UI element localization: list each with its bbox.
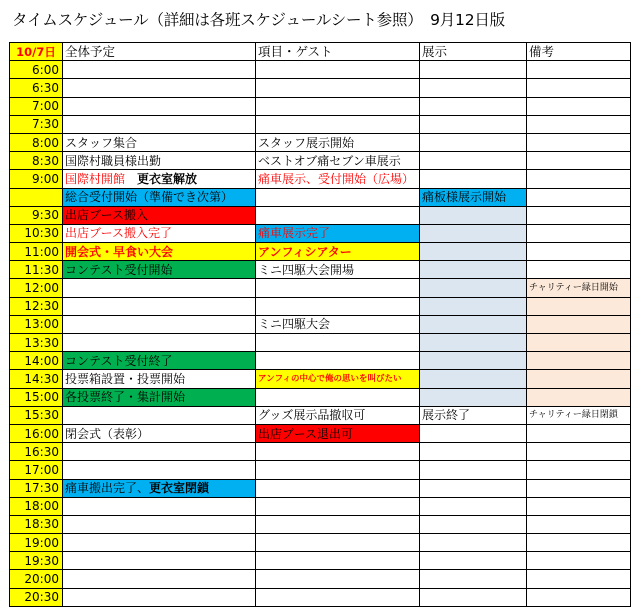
cell-text: 出店ブース搬入	[65, 208, 149, 223]
exhibit-header: 展示	[420, 43, 527, 61]
time-cell: 10:30	[10, 224, 63, 242]
notes-cell	[527, 515, 631, 533]
notes-cell	[527, 224, 631, 242]
item-cell	[256, 552, 420, 570]
time-cell: 14:00	[10, 352, 63, 370]
schedule-row	[10, 133, 631, 151]
overall-cell	[63, 370, 256, 388]
time-cell: 6:00	[10, 61, 63, 79]
cell-text: 出店ブース退出可	[258, 426, 354, 441]
schedule-row	[10, 261, 631, 279]
schedule-row	[10, 388, 631, 406]
cell-text: 開会式・早食い大会	[65, 244, 174, 259]
overall-cell	[63, 97, 256, 115]
time-cell: 16:30	[10, 443, 63, 461]
time-cell: 13:00	[10, 315, 63, 333]
exhibit-cell	[420, 406, 527, 424]
exhibit-cell	[420, 515, 527, 533]
overall-cell	[63, 424, 256, 442]
notes-cell	[527, 152, 631, 170]
item-cell	[256, 315, 420, 333]
header-row	[10, 43, 631, 61]
cell-text: 痛車展示、受付開始（広場）	[258, 171, 415, 186]
exhibit-cell	[420, 79, 527, 97]
cell-text: 投票箱設置・投票開始	[65, 371, 186, 386]
cell-text: スタッフ展示開始	[258, 135, 355, 150]
exhibit-cell	[420, 243, 527, 261]
item-cell	[256, 133, 420, 151]
item-cell	[256, 152, 420, 170]
time-cell: 14:30	[10, 370, 63, 388]
notes-cell	[527, 279, 631, 297]
time-cell: 11:00	[10, 243, 63, 261]
cell-text: 総合受付開始（準備でき次第）	[65, 190, 234, 205]
schedule-row	[10, 97, 631, 115]
exhibit-cell	[420, 188, 527, 206]
exhibit-cell	[420, 497, 527, 515]
notes-cell	[527, 461, 631, 479]
overall-cell	[63, 552, 256, 570]
notes-cell	[527, 243, 631, 261]
overall-cell	[63, 152, 256, 170]
time-cell: 12:00	[10, 279, 63, 297]
exhibit-cell	[420, 224, 527, 242]
schedule-row	[10, 315, 631, 333]
overall-cell	[63, 515, 256, 533]
notes-cell	[527, 315, 631, 333]
notes-cell	[527, 261, 631, 279]
item-cell	[256, 297, 420, 315]
overall-cell	[63, 188, 256, 206]
schedule-row	[10, 224, 631, 242]
overall-cell	[63, 79, 256, 97]
notes-cell	[527, 115, 631, 133]
time-cell: 9:30	[10, 206, 63, 224]
time-cell: 9:00	[10, 170, 63, 188]
notes-cell	[527, 406, 631, 424]
cell-text: 痛板様展示開始	[422, 190, 507, 205]
item-cell	[256, 515, 420, 533]
notes-cell	[527, 61, 631, 79]
item-cell	[256, 406, 420, 424]
item-cell	[256, 97, 420, 115]
time-cell: 8:30	[10, 152, 63, 170]
exhibit-cell	[420, 315, 527, 333]
notes-cell	[527, 588, 631, 606]
overall-cell	[63, 334, 256, 352]
notes-cell	[527, 170, 631, 188]
notes-cell	[527, 352, 631, 370]
notes-cell	[527, 479, 631, 497]
notes-cell	[527, 424, 631, 442]
overall-cell	[63, 388, 256, 406]
schedule-row	[10, 370, 631, 388]
overall-cell	[63, 479, 256, 497]
exhibit-cell	[420, 206, 527, 224]
schedule-row	[10, 588, 631, 606]
item-cell	[256, 479, 420, 497]
exhibit-cell	[420, 443, 527, 461]
item-cell	[256, 188, 420, 206]
exhibit-cell	[420, 133, 527, 151]
item-cell	[256, 570, 420, 588]
exhibit-cell	[420, 424, 527, 442]
notes-cell	[527, 79, 631, 97]
overall-cell	[63, 352, 256, 370]
items-header: 項目・ゲスト	[256, 43, 420, 61]
schedule-row	[10, 279, 631, 297]
overall-cell	[63, 534, 256, 552]
exhibit-cell	[420, 388, 527, 406]
item-cell	[256, 424, 420, 442]
exhibit-cell	[420, 261, 527, 279]
exhibit-cell	[420, 352, 527, 370]
schedule-row	[10, 243, 631, 261]
notes-cell	[527, 133, 631, 151]
item-cell	[256, 243, 420, 261]
time-cell: 20:30	[10, 588, 63, 606]
cell-text: グッズ展示品撤収可	[258, 408, 366, 423]
item-cell	[256, 388, 420, 406]
exhibit-cell	[420, 297, 527, 315]
cell-text: コンテスト受付終了	[65, 353, 173, 368]
time-cell: 16:00	[10, 424, 63, 442]
schedule-table	[9, 42, 631, 607]
cell-text: ミニ四駆大会開場	[258, 262, 355, 277]
cell-text: ミニ四駆大会	[258, 317, 331, 332]
overall-cell	[63, 243, 256, 261]
notes-cell	[527, 370, 631, 388]
schedule-row	[10, 79, 631, 97]
exhibit-cell	[420, 170, 527, 188]
cell-text: 出店ブース搬入完了	[65, 226, 173, 241]
notes-cell	[527, 570, 631, 588]
overall-cell	[63, 279, 256, 297]
schedule-row	[10, 406, 631, 424]
notes-cell	[527, 188, 631, 206]
cell-text: コンテスト受付開始	[65, 262, 173, 277]
cell-text: 各投票終了・集計開始	[65, 390, 186, 405]
notes-cell	[527, 334, 631, 352]
schedule-row	[10, 479, 631, 497]
time-cell: 12:30	[10, 297, 63, 315]
exhibit-cell	[420, 115, 527, 133]
time-cell: 18:30	[10, 515, 63, 533]
item-cell	[256, 334, 420, 352]
item-cell	[256, 534, 420, 552]
item-cell	[256, 261, 420, 279]
overall-cell	[63, 133, 256, 151]
cell-text: チャリティー緑日閉鎖	[529, 410, 618, 421]
schedule-row	[10, 188, 631, 206]
exhibit-cell	[420, 479, 527, 497]
item-cell	[256, 224, 420, 242]
schedule-row	[10, 443, 631, 461]
item-cell	[256, 497, 420, 515]
overall-cell	[63, 261, 256, 279]
item-cell	[256, 461, 420, 479]
cell-text: 国際村職員様出勤	[65, 153, 162, 168]
overall-cell	[63, 297, 256, 315]
item-cell	[256, 352, 420, 370]
time-cell: 19:00	[10, 534, 63, 552]
schedule-row	[10, 334, 631, 352]
notes-cell	[527, 552, 631, 570]
overall-cell	[63, 170, 256, 188]
item-cell	[256, 443, 420, 461]
cell-text: 展示終了	[422, 408, 471, 423]
time-cell: 15:30	[10, 406, 63, 424]
schedule-row	[10, 515, 631, 533]
schedule-row	[10, 497, 631, 515]
schedule-row	[10, 424, 631, 442]
notes-cell	[527, 206, 631, 224]
overall-cell	[63, 588, 256, 606]
time-cell: 6:30	[10, 79, 63, 97]
schedule-row	[10, 461, 631, 479]
cell-text: ベストオブ痛セブン車展示	[258, 153, 401, 168]
cell-text: アンフィの中心で俺の思いを叫びたい	[258, 373, 402, 384]
exhibit-cell	[420, 370, 527, 388]
schedule-row	[10, 534, 631, 552]
time-cell: 8:00	[10, 133, 63, 151]
exhibit-cell	[420, 97, 527, 115]
cell-text: 更衣室閉鎖	[149, 481, 210, 496]
time-cell: 7:00	[10, 97, 63, 115]
exhibit-cell	[420, 570, 527, 588]
exhibit-cell	[420, 152, 527, 170]
date-header: 10/7日	[10, 43, 63, 61]
notes-cell	[527, 534, 631, 552]
cell-text: 痛車搬出完了、	[65, 481, 150, 496]
schedule-row	[10, 152, 631, 170]
notes-cell	[527, 97, 631, 115]
cell-text	[125, 172, 137, 186]
cell-text: 更衣室解放	[137, 171, 198, 186]
time-cell: 19:30	[10, 552, 63, 570]
schedule-row	[10, 170, 631, 188]
overall-cell	[63, 443, 256, 461]
schedule-row	[10, 206, 631, 224]
time-cell: 20:00	[10, 570, 63, 588]
cell-text: 国際村開館	[65, 171, 126, 186]
time-cell: 17:30	[10, 479, 63, 497]
exhibit-cell	[420, 61, 527, 79]
overall-cell	[63, 406, 256, 424]
schedule-row	[10, 570, 631, 588]
exhibit-cell	[420, 279, 527, 297]
time-cell: 18:00	[10, 497, 63, 515]
overall-cell	[63, 206, 256, 224]
exhibit-cell	[420, 588, 527, 606]
time-cell	[10, 188, 63, 206]
notes-cell	[527, 388, 631, 406]
time-cell: 17:00	[10, 461, 63, 479]
exhibit-cell	[420, 334, 527, 352]
overall-cell	[63, 61, 256, 79]
item-cell	[256, 115, 420, 133]
item-cell	[256, 170, 420, 188]
schedule-row	[10, 297, 631, 315]
exhibit-cell	[420, 534, 527, 552]
overall-cell	[63, 461, 256, 479]
overall-cell	[63, 497, 256, 515]
notes-cell	[527, 297, 631, 315]
overall-cell	[63, 115, 256, 133]
exhibit-cell	[420, 552, 527, 570]
item-cell	[256, 206, 420, 224]
cell-text: チャリティー緑日開始	[529, 283, 618, 294]
exhibit-cell	[420, 461, 527, 479]
cell-text: 閉会式（表彰）	[65, 426, 150, 441]
schedule-row	[10, 115, 631, 133]
notes-cell	[527, 497, 631, 515]
cell-text: アンフィシアター	[258, 244, 352, 259]
schedule-row	[10, 352, 631, 370]
item-cell	[256, 588, 420, 606]
time-cell: 7:30	[10, 115, 63, 133]
time-cell: 15:00	[10, 388, 63, 406]
time-cell: 13:30	[10, 334, 63, 352]
notes-cell	[527, 443, 631, 461]
item-cell	[256, 79, 420, 97]
item-cell	[256, 279, 420, 297]
overall-cell	[63, 224, 256, 242]
item-cell	[256, 61, 420, 79]
cell-text: スタッフ集合	[65, 135, 138, 150]
item-cell	[256, 370, 420, 388]
notes-header: 備考	[527, 43, 631, 61]
schedule-row	[10, 61, 631, 79]
cell-text: 痛車展示完了	[258, 226, 331, 241]
time-cell: 11:30	[10, 261, 63, 279]
overall-header: 全体予定	[63, 43, 256, 61]
schedule-row	[10, 552, 631, 570]
document-title: タイムスケジュール（詳細は各班スケジュールシート参照） 9月12日版	[12, 11, 505, 29]
overall-cell	[63, 315, 256, 333]
overall-cell	[63, 570, 256, 588]
